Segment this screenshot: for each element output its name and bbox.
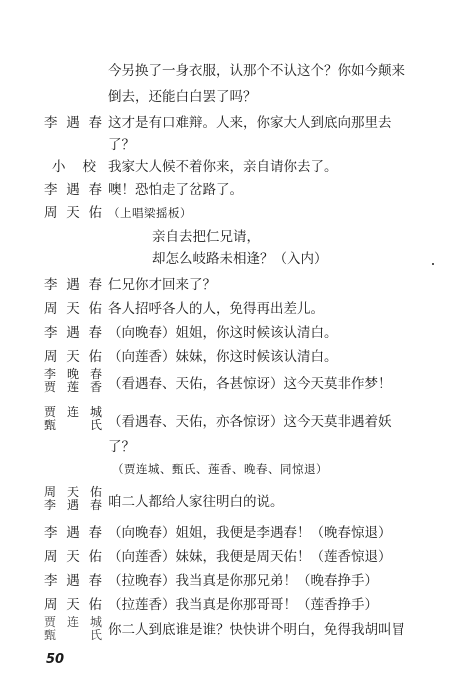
dialogue-text: 噢！恐怕走了岔路了。: [108, 182, 243, 198]
dialogue-line: [0, 612, 472, 652]
speaker-name: 李遇春: [44, 573, 102, 589]
dialogue-text: （向晚春）姐姐，你这时候该认清白。: [108, 325, 338, 341]
dialogue-text: 了？: [108, 439, 135, 455]
dialogue-text: （向莲香）妹妹，你这时候该认清白。: [108, 349, 338, 365]
dialogue-text: 今另换了一身衣服，认那个不认这个？你如今颠来: [108, 63, 405, 79]
dialogue-text: （看遇春、天佑，各甚惊讶）这今天莫非作梦！: [108, 376, 392, 392]
speaker-name: 周天佑: [44, 485, 102, 499]
speaker-name: 李遇春: [44, 325, 102, 341]
dialogue-text: 你二人到底谁是谁？快快讲个明白，免得我胡叫冒: [108, 622, 405, 638]
dialogue-text: 倒去，还能白白罢了吗？: [108, 89, 257, 105]
speaker-name: 周天佑: [44, 349, 102, 365]
speaker-name: 李遇春: [44, 277, 102, 293]
speaker-name: 甄 氏: [44, 628, 102, 642]
dialogue-text: 这才是有口难辩。人来，你家大人到底向那里去: [108, 115, 392, 131]
speaker-name: 李遇春: [44, 498, 102, 512]
speaker-name: 李遇春: [44, 115, 102, 131]
dialogue-line: [0, 482, 472, 522]
speaker-name: 甄 氏: [44, 418, 102, 432]
stage-direction: （上唱梁摇板）: [108, 206, 192, 220]
speaker-pair: [44, 616, 102, 642]
dialogue-text: 仁兄你才回来了？: [108, 277, 216, 293]
dialogue-text: （看遇春、天佑，亦各惊讶）这今天莫非遇着妖: [108, 414, 392, 430]
dialogue-text: 了？: [108, 137, 135, 153]
speaker-pair: [44, 406, 102, 432]
speaker-name: 周天佑: [44, 549, 102, 565]
speaker-name: 周天佑: [44, 597, 102, 613]
speaker-name: 贾连城: [44, 615, 102, 629]
stage-direction: （贾连城、甄氏、莲香、晚春、同惊退）: [112, 462, 328, 476]
speaker-name: 周天佑: [44, 301, 102, 317]
speaker-name: 贾连城: [44, 405, 102, 419]
speaker-name: 小 校: [52, 159, 96, 175]
print-speck: [432, 263, 434, 265]
speaker-name: 李晚春: [44, 367, 102, 381]
dialogue-text: 各人招呼各人的人，免得再出差儿。: [108, 301, 324, 317]
dialogue-text: （向晚春）姐姐，我便是李遇春！（晚春惊退）: [108, 525, 392, 541]
speaker-name: 周天佑: [44, 205, 102, 221]
speaker-name: 李遇春: [44, 525, 102, 541]
dialogue-text: 咱二人都给人家往明白的说。: [108, 494, 284, 510]
speaker-name: 李遇春: [44, 182, 102, 198]
dialogue-text: 我家大人候不着你来，亲自请你去了。: [108, 159, 338, 175]
dialogue-text: （拉晚春）我当真是你那兄弟！（晚春挣手）: [108, 573, 378, 589]
speaker-pair: [44, 368, 102, 394]
dialogue-text: （向莲香）妹妹，我便是周天佑！（莲香惊退）: [108, 549, 392, 565]
speaker-pair: [44, 486, 102, 512]
dialogue-text: （拉莲香）我当真是你那哥哥！（莲香挣手）: [108, 597, 378, 613]
song-text: 却怎么岐路未相逢？（入内）: [152, 251, 328, 267]
song-text: 亲自去把仁兄请，: [152, 229, 260, 245]
dialogue-line: [0, 364, 472, 404]
page-number: 50: [46, 652, 65, 667]
speaker-name: 贾莲香: [44, 380, 102, 394]
dialogue-line: [0, 400, 472, 440]
